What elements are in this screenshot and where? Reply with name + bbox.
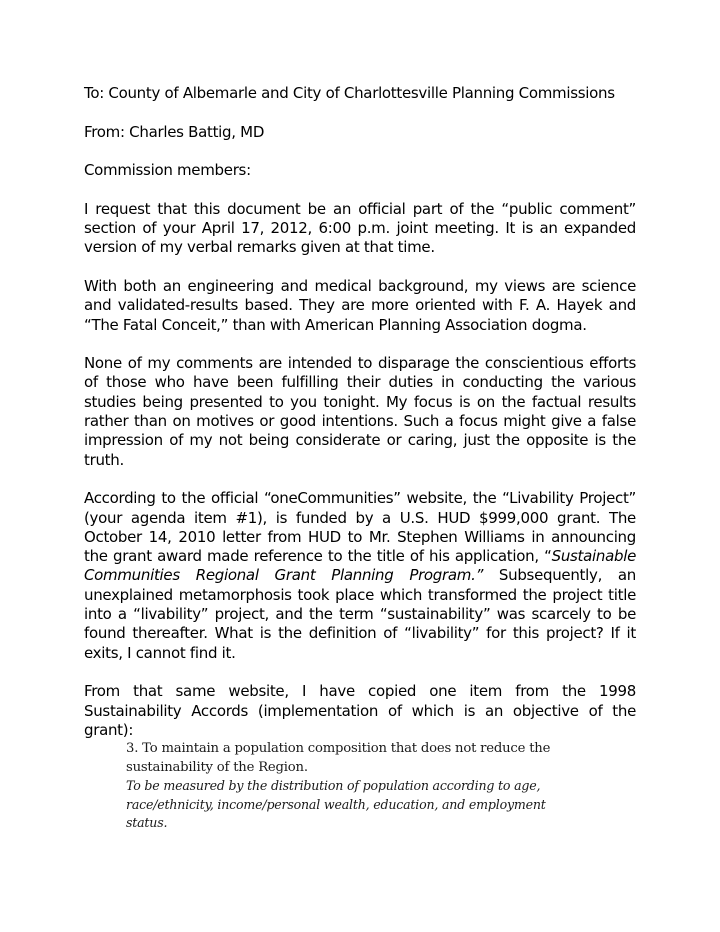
paragraph-intent: None of my comments are intended to disparage the conscientious efforts of those who have been fulfilling their duties in conducting the various studies being presented to you tonight. My focus is on the factual results rather than on motives or good intentions. Such a focus might give a false impression of my not being considerate or caring, just the opposite is the truth. (84, 354, 636, 469)
paragraph-livability (84, 489, 636, 663)
livability-text-start: According to the official “oneCommunities” website, the “Livability Project” (your agenda item #1), is funded by a U.S. HUD $999,000 grant. The October 14, 2010 letter from HUD to Mr. Stephen Williams in announcing the grant award made reference to the title of his application, “ (84, 489, 636, 566)
paragraph-request: I request that this document be an official part of the “public comment” section of your April 17, 2012, 6:00 p.m. joint meeting. It is an expanded version of my verbal remarks given at that time. (84, 199, 636, 257)
from-line: From: Charles Battig, MD (84, 122, 265, 141)
accord-item-text: 3. To maintain a population composition that does not reduce the sustainability of the Region. (126, 741, 551, 775)
quoted-accord-item (126, 739, 556, 833)
paragraph-accords: From that same website, I have copied one item from the 1998 Sustainability Accords (implementation of which is an objective of the grant): (84, 682, 636, 739)
application-title: Sustainable Communities Regional Grant Planning Program.” (84, 547, 636, 585)
livability-text-end: Subsequently, an unexplained metamorphosis took place which transformed the project title into a “livability” project, and the term “sustainability” was scarcely to be found thereafter. What is the definition of “livability” for this project? If it exits, I cannot find it. (84, 566, 636, 662)
accord-measure-text: To be measured by the distribution of population according to age, race/ethnicity, income/personal wealth, education, and employment status. (126, 778, 546, 831)
salutation: Commission members: (84, 161, 251, 180)
paragraph-background: With both an engineering and medical background, my views are science and validated-results based. They are more oriented with F. A. Hayek and “The Fatal Conceit,” than with American Planning Association dogma. (84, 276, 636, 334)
letter-body (84, 84, 636, 759)
to-line: To: County of Albemarle and City of Charlottesville Planning Commissions (84, 84, 615, 102)
